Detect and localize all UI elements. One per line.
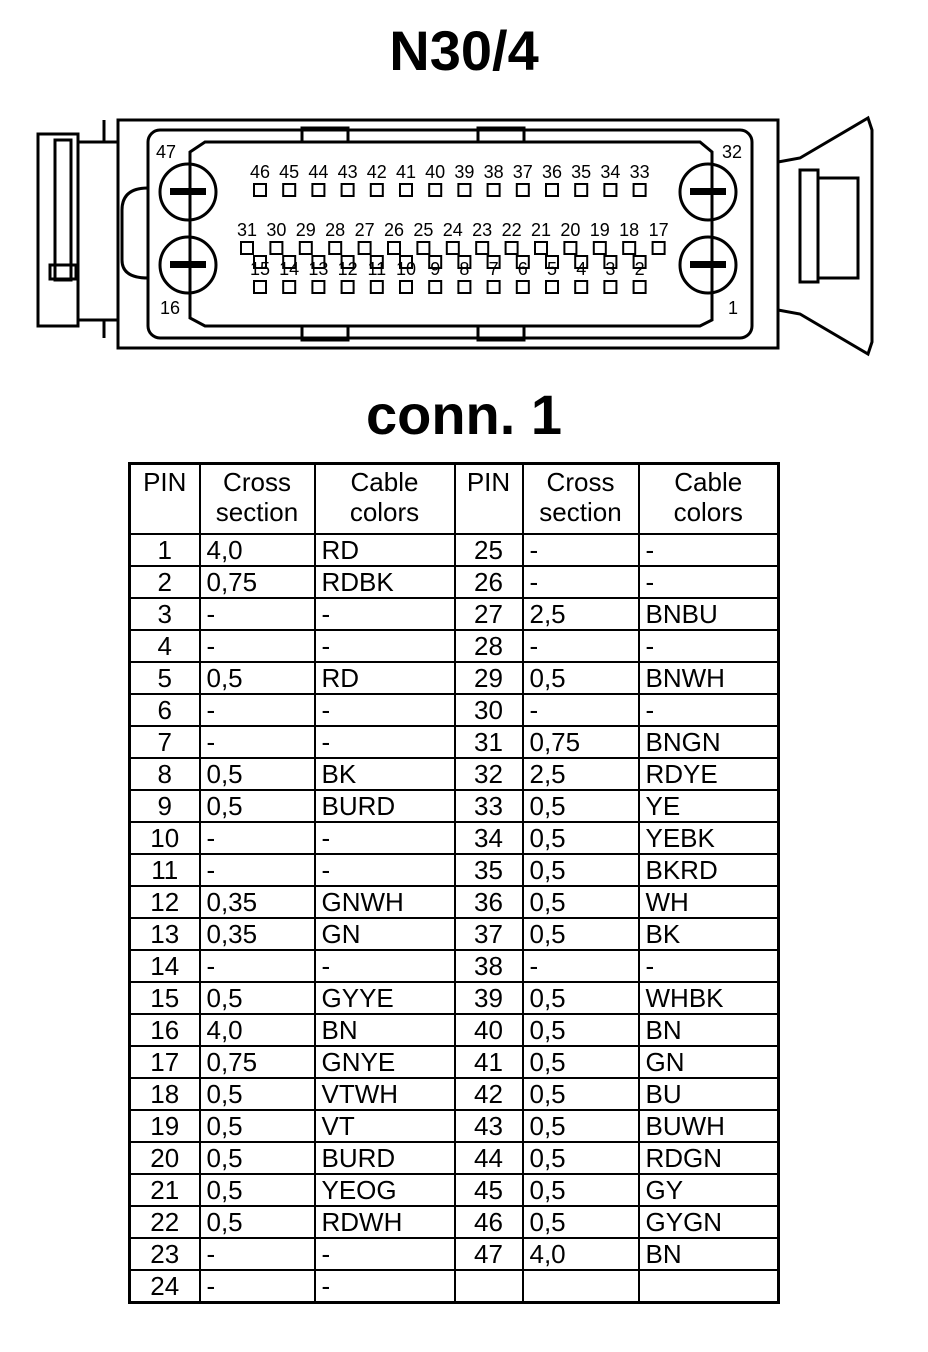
pin-socket <box>634 281 646 293</box>
column-header <box>200 464 315 535</box>
cross-section-cell: - <box>200 726 315 758</box>
pin-socket <box>342 184 354 196</box>
cross-section-cell: 0,5 <box>200 982 315 1014</box>
cable-color-cell: RDWH <box>315 1206 455 1238</box>
pin-number-label: 44 <box>308 162 329 182</box>
column-header-line: Cross <box>546 467 615 497</box>
pin-socket <box>342 281 354 293</box>
cross-section-cell: 2,5 <box>523 758 639 790</box>
pin-socket <box>458 281 470 293</box>
pin-number-label: 8 <box>459 259 470 279</box>
connector-diagram <box>0 100 928 365</box>
pin-number-label: 11 <box>367 259 387 279</box>
cable-color-cell: RD <box>315 662 455 694</box>
pin-socket <box>546 281 558 293</box>
pin-cell: 32 <box>455 758 523 790</box>
cross-section-cell: 0,5 <box>523 822 639 854</box>
table-row <box>130 1238 779 1270</box>
cross-section-cell: 4,0 <box>523 1238 639 1270</box>
label-47: 47 <box>156 142 177 162</box>
cable-color-cell <box>639 1270 779 1303</box>
column-header <box>639 464 779 535</box>
table-row <box>130 630 779 662</box>
cable-color-cell: RDGN <box>639 1142 779 1174</box>
pin-socket <box>300 242 312 254</box>
cross-section-cell: 0,5 <box>200 1206 315 1238</box>
cable-color-cell: BNGN <box>639 726 779 758</box>
pin-cell: 47 <box>455 1238 523 1270</box>
pin-cell: 26 <box>455 566 523 598</box>
pin-socket <box>254 184 266 196</box>
cable-color-cell: BUWH <box>639 1110 779 1142</box>
pin-number-label: 12 <box>337 259 358 279</box>
cable-color-cell: BN <box>315 1014 455 1046</box>
cable-color-cell: RDBK <box>315 566 455 598</box>
cable-color-cell: - <box>315 822 455 854</box>
cable-color-cell: WHBK <box>639 982 779 1014</box>
pin-socket <box>329 242 341 254</box>
cross-section-cell: 0,5 <box>200 1174 315 1206</box>
cable-color-cell: - <box>315 598 455 630</box>
pin-socket <box>575 281 587 293</box>
pin-number-label: 25 <box>413 220 434 240</box>
pin-cell: 37 <box>455 918 523 950</box>
cable-color-cell: - <box>315 694 455 726</box>
cable-color-cell: - <box>315 1238 455 1270</box>
pin-socket <box>506 242 518 254</box>
pin-number-label: 2 <box>634 259 645 279</box>
cross-section-cell: - <box>200 950 315 982</box>
cross-section-cell: 0,35 <box>200 918 315 950</box>
pin-cell: 18 <box>130 1078 200 1110</box>
pin-cell: 20 <box>130 1142 200 1174</box>
pin-number-label: 19 <box>589 220 610 240</box>
pin-cell: 6 <box>130 694 200 726</box>
pin-socket <box>546 184 558 196</box>
column-header <box>523 464 639 535</box>
cable-color-cell: VTWH <box>315 1078 455 1110</box>
pin-cell: 39 <box>455 982 523 1014</box>
cross-section-cell: 4,0 <box>200 1014 315 1046</box>
table-row <box>130 662 779 694</box>
cable-color-cell: YEOG <box>315 1174 455 1206</box>
pin-table <box>128 462 780 1304</box>
cable-color-cell: GYYE <box>315 982 455 1014</box>
table-row <box>130 1206 779 1238</box>
cable-color-cell: BU <box>639 1078 779 1110</box>
pin-socket <box>517 281 529 293</box>
table-row <box>130 1270 779 1303</box>
cross-section-cell: - <box>200 630 315 662</box>
pin-number-label: 15 <box>249 259 271 279</box>
label-32: 32 <box>722 142 743 162</box>
pin-cell: 4 <box>130 630 200 662</box>
pin-number-label: 24 <box>442 220 463 240</box>
pin-cell: 30 <box>455 694 523 726</box>
cable-color-cell: BKRD <box>639 854 779 886</box>
pin-cell: 24 <box>130 1270 200 1303</box>
pin-cell: 43 <box>455 1110 523 1142</box>
cable-color-cell: - <box>315 854 455 886</box>
cable-color-cell: BNWH <box>639 662 779 694</box>
pin-cell: 21 <box>130 1174 200 1206</box>
cable-color-cell: - <box>315 630 455 662</box>
pin-cell: 7 <box>130 726 200 758</box>
pin-number-label: 33 <box>629 162 650 182</box>
pin-number-label: 3 <box>605 259 616 279</box>
pin-cell: 42 <box>455 1078 523 1110</box>
pin-socket <box>458 184 470 196</box>
pin-cell: 45 <box>455 1174 523 1206</box>
pin-cell: 31 <box>455 726 523 758</box>
pin-number-label: 40 <box>425 162 446 182</box>
cross-section-cell: - <box>523 694 639 726</box>
pin-number-label: 45 <box>279 162 300 182</box>
pin-socket <box>604 281 616 293</box>
table-row <box>130 1174 779 1206</box>
pin-socket <box>312 281 324 293</box>
cross-section-cell: 0,5 <box>523 1046 639 1078</box>
column-header-line: Cross <box>223 467 291 497</box>
table-header-row <box>130 464 779 535</box>
cross-section-cell: 0,5 <box>200 758 315 790</box>
column-header <box>455 464 523 535</box>
table-row <box>130 694 779 726</box>
pin-number-label: 37 <box>512 162 533 182</box>
label-16: 16 <box>160 298 181 318</box>
pin-number-label: 21 <box>530 220 552 240</box>
cable-color-cell: - <box>639 566 779 598</box>
pin-socket <box>400 281 412 293</box>
pin-cell: 12 <box>130 886 200 918</box>
pin-cell: 29 <box>455 662 523 694</box>
pin-number-label: 29 <box>295 220 316 240</box>
pin-socket <box>371 184 383 196</box>
cross-section-cell: 0,5 <box>200 790 315 822</box>
cable-color-cell: BN <box>639 1238 779 1270</box>
cross-section-cell: - <box>200 598 315 630</box>
column-header-line: section <box>539 497 622 527</box>
pin-socket <box>283 281 295 293</box>
pin-number-label: 30 <box>266 220 287 240</box>
pin-cell: 11 <box>130 854 200 886</box>
cable-color-cell: - <box>639 950 779 982</box>
pin-number-label: 39 <box>454 162 475 182</box>
cable-color-cell: BK <box>315 758 455 790</box>
pin-socket <box>517 184 529 196</box>
table-row <box>130 982 779 1014</box>
table-row <box>130 854 779 886</box>
cable-color-cell: RDYE <box>639 758 779 790</box>
cable-color-cell: WH <box>639 886 779 918</box>
cross-section-cell: - <box>523 534 639 566</box>
pin-number-label: 42 <box>366 162 387 182</box>
cable-color-cell: - <box>639 630 779 662</box>
pin-socket <box>388 242 400 254</box>
pin-cell: 44 <box>455 1142 523 1174</box>
pin-cell: 38 <box>455 950 523 982</box>
pin-socket <box>634 184 646 196</box>
cross-section-cell: 0,5 <box>523 1142 639 1174</box>
pin-number-label: 14 <box>279 259 300 279</box>
cable-color-cell: - <box>315 1270 455 1303</box>
cross-section-cell: - <box>200 1238 315 1270</box>
cable-color-cell: YE <box>639 790 779 822</box>
pin-socket <box>623 242 635 254</box>
cable-color-cell: BN <box>639 1014 779 1046</box>
pin-socket <box>488 184 500 196</box>
pin-socket <box>254 281 266 293</box>
table-row <box>130 726 779 758</box>
pin-socket <box>429 184 441 196</box>
table-row <box>130 566 779 598</box>
table-row <box>130 1142 779 1174</box>
pin-number-label: 27 <box>354 220 375 240</box>
pin-cell: 40 <box>455 1014 523 1046</box>
table-row <box>130 790 779 822</box>
pin-number-label: 10 <box>395 259 417 279</box>
label-1: 1 <box>728 298 739 318</box>
cross-section-cell: 0,5 <box>523 662 639 694</box>
pin-number-label: 36 <box>541 162 563 182</box>
pin-number-label: 4 <box>576 259 587 279</box>
table-row <box>130 1110 779 1142</box>
pin-cell: 25 <box>455 534 523 566</box>
table-row <box>130 758 779 790</box>
table-row <box>130 534 779 566</box>
cable-color-cell: GY <box>639 1174 779 1206</box>
pin-cell: 41 <box>455 1046 523 1078</box>
pin-cell: 13 <box>130 918 200 950</box>
pin-socket <box>371 281 383 293</box>
table-row <box>130 1046 779 1078</box>
cross-section-cell: 0,35 <box>200 886 315 918</box>
pin-socket <box>447 242 459 254</box>
column-header-line: section <box>215 497 299 527</box>
pin-cell: 33 <box>455 790 523 822</box>
table-row <box>130 1014 779 1046</box>
pin-number-label: 5 <box>546 259 558 279</box>
pin-cell: 3 <box>130 598 200 630</box>
cable-color-cell: GN <box>315 918 455 950</box>
pin-number-label: 7 <box>488 259 499 279</box>
cable-color-cell: GN <box>639 1046 779 1078</box>
cable-color-cell: BNBU <box>639 598 779 630</box>
pin-cell: 46 <box>455 1206 523 1238</box>
cable-color-cell: - <box>315 726 455 758</box>
cable-color-cell: BURD <box>315 790 455 822</box>
cross-section-cell: - <box>200 854 315 886</box>
cross-section-cell: 0,5 <box>200 662 315 694</box>
pin-cell: 19 <box>130 1110 200 1142</box>
cable-color-cell: VT <box>315 1110 455 1142</box>
column-header-line: PIN <box>143 467 187 497</box>
column-header-line: Cable <box>674 467 743 497</box>
pin-number-label: 34 <box>600 162 621 182</box>
pin-cell: 2 <box>130 566 200 598</box>
table-row <box>130 598 779 630</box>
cable-color-cell: BK <box>639 918 779 950</box>
pin-cell: 10 <box>130 822 200 854</box>
cable-color-cell: YEBK <box>639 822 779 854</box>
pin-socket <box>653 242 665 254</box>
pin-socket <box>429 281 441 293</box>
column-header-line: PIN <box>466 467 511 497</box>
table-row <box>130 1078 779 1110</box>
pin-cell: 35 <box>455 854 523 886</box>
cross-section-cell: 0,5 <box>523 1078 639 1110</box>
pin-number-label: 31 <box>236 220 258 240</box>
cable-color-cell: GYGN <box>639 1206 779 1238</box>
cable-color-cell: GNYE <box>315 1046 455 1078</box>
pin-number-label: 38 <box>483 162 504 182</box>
cross-section-cell: 0,5 <box>523 854 639 886</box>
cross-section-cell: - <box>200 822 315 854</box>
pin-cell: 23 <box>130 1238 200 1270</box>
pin-socket <box>283 184 295 196</box>
cross-section-cell: 0,5 <box>523 982 639 1014</box>
pin-socket <box>400 184 412 196</box>
pin-cell: 16 <box>130 1014 200 1046</box>
table-row <box>130 822 779 854</box>
pin-number-label: 28 <box>325 220 346 240</box>
cross-section-cell: 4,0 <box>200 534 315 566</box>
cross-section-cell: 0,75 <box>523 726 639 758</box>
pin-cell: 28 <box>455 630 523 662</box>
pin-cell: 36 <box>455 886 523 918</box>
cross-section-cell: 0,5 <box>523 1206 639 1238</box>
table-row <box>130 886 779 918</box>
cross-section-cell: 0,5 <box>523 886 639 918</box>
pin-cell <box>455 1270 523 1303</box>
cross-section-cell: 0,75 <box>200 566 315 598</box>
cross-section-cell: 0,75 <box>200 1046 315 1078</box>
pin-socket <box>241 242 253 254</box>
pin-number-label: 35 <box>571 162 592 182</box>
pin-cell: 17 <box>130 1046 200 1078</box>
pin-number-label: 17 <box>648 220 669 240</box>
page-title: N30/4 <box>389 19 539 82</box>
pin-socket <box>594 242 606 254</box>
pin-cell: 8 <box>130 758 200 790</box>
pin-number-label: 23 <box>472 220 493 240</box>
pin-number-label: 46 <box>249 162 271 182</box>
column-header <box>315 464 455 535</box>
cross-section-cell: - <box>200 694 315 726</box>
cross-section-cell: - <box>200 1270 315 1303</box>
pin-number-label: 18 <box>619 220 640 240</box>
cable-color-cell: GNWH <box>315 886 455 918</box>
cable-color-cell: RD <box>315 534 455 566</box>
column-header-line: Cable <box>350 467 419 497</box>
pin-number-label: 9 <box>430 259 441 279</box>
cross-section-cell: - <box>523 950 639 982</box>
cross-section-cell: 0,5 <box>523 1174 639 1206</box>
cable-color-cell: - <box>639 694 779 726</box>
cross-section-cell: 0,5 <box>200 1142 315 1174</box>
cable-color-cell: - <box>639 534 779 566</box>
pin-cell: 34 <box>455 822 523 854</box>
pin-socket <box>270 242 282 254</box>
pin-number-label: 6 <box>517 259 528 279</box>
pin-number-label: 20 <box>560 220 581 240</box>
cable-color-cell: BURD <box>315 1142 455 1174</box>
pin-socket <box>476 242 488 254</box>
cross-section-cell: 0,5 <box>523 790 639 822</box>
connector-title: conn. 1 <box>365 383 563 446</box>
pin-cell: 22 <box>130 1206 200 1238</box>
pin-socket <box>417 242 429 254</box>
pin-cell: 5 <box>130 662 200 694</box>
pin-socket <box>488 281 500 293</box>
pin-cell: 15 <box>130 982 200 1014</box>
cross-section-cell: 0,5 <box>523 1110 639 1142</box>
pin-number-label: 22 <box>501 220 522 240</box>
pin-number-label: 43 <box>337 162 358 182</box>
column-header-line: colors <box>673 497 743 527</box>
cross-section-cell: 2,5 <box>523 598 639 630</box>
column-header-line: colors <box>349 497 420 527</box>
pin-socket <box>535 242 547 254</box>
pin-socket <box>312 184 324 196</box>
cross-section-cell <box>523 1270 639 1303</box>
table-row <box>130 950 779 982</box>
pin-number-label: 41 <box>395 162 417 182</box>
pin-cell: 27 <box>455 598 523 630</box>
pin-socket <box>359 242 371 254</box>
cross-section-cell: 0,5 <box>523 1014 639 1046</box>
pin-socket <box>564 242 576 254</box>
cross-section-cell: 0,5 <box>200 1078 315 1110</box>
cross-section-cell: - <box>523 566 639 598</box>
cross-section-cell: - <box>523 630 639 662</box>
pin-socket <box>604 184 616 196</box>
table-row <box>130 918 779 950</box>
pin-number-label: 26 <box>383 220 405 240</box>
pin-cell: 14 <box>130 950 200 982</box>
cross-section-cell: 0,5 <box>523 918 639 950</box>
column-header <box>130 464 200 535</box>
cable-color-cell: - <box>315 950 455 982</box>
pin-cell: 1 <box>130 534 200 566</box>
pin-socket <box>575 184 587 196</box>
pin-number-label: 13 <box>308 259 329 279</box>
pin-cell: 9 <box>130 790 200 822</box>
cross-section-cell: 0,5 <box>200 1110 315 1142</box>
